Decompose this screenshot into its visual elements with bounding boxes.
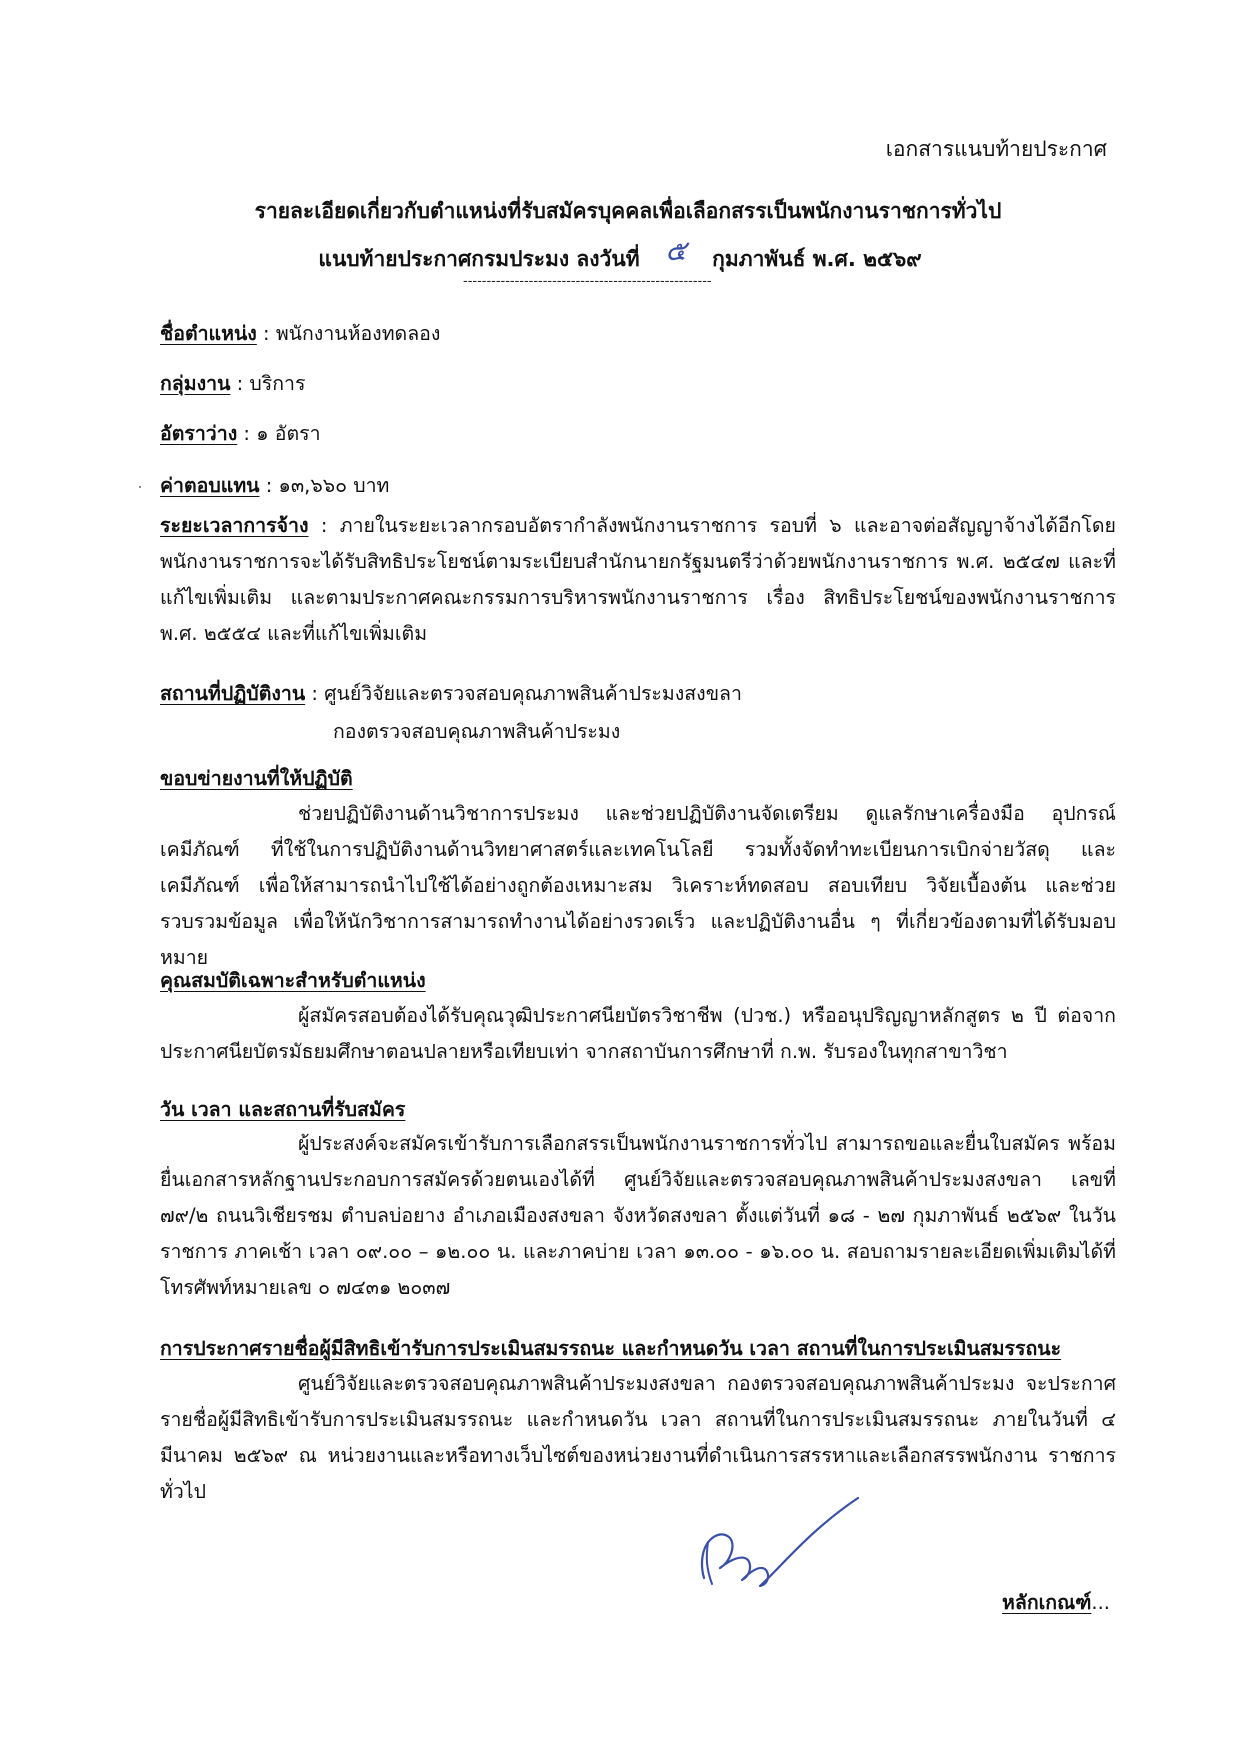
workplace-separator: : — [305, 682, 325, 705]
field-position-separator: : — [256, 322, 276, 345]
scan-mark — [139, 486, 141, 488]
employment-period-section — [160, 508, 1116, 652]
qualifications-heading: คุณสมบัติเฉพาะสำหรับตำแหน่ง — [160, 969, 426, 992]
title-date-suffix: กุมภาพันธ์ พ.ศ. ๒๕๖๙ — [712, 247, 922, 271]
field-vacancies-value: ๑ อัตรา — [256, 422, 321, 445]
field-vacancies — [160, 418, 321, 449]
field-compensation-label: ค่าตอบแทน — [160, 474, 260, 497]
employment-period-label: ระยะเวลาการจ้าง — [160, 514, 309, 537]
announcement-text: ศูนย์วิจัยและตรวจสอบคุณภาพสินค้าประมงสงขลา กองตรวจสอบคุณภาพสินค้าประมง จะประกาศ รายชื่อผู้มีสิทธิเข้ารับการประเมินสมรรถนะ และกำหนดวัน เวลา สถานที่ในการประเมินสมรรถนะ ภายในวันที่ ๔ มีนาคม ๒๕๖๙ ณ หน่วยงานและหรือทางเว็บไซต์ของหน่วยงานที่ดำเนินการสรรหาและเลือกสรรพนักงาน ราชการทั่วไป — [160, 1372, 1116, 1503]
title-divider: ----------------------------------------------------- — [463, 274, 712, 289]
field-compensation-value: ๑๓,๖๖๐ บาท — [278, 474, 390, 497]
signature-image — [690, 1480, 870, 1600]
field-position-label: ชื่อตำแหน่ง — [160, 322, 257, 345]
field-group-label: กลุ่มงาน — [160, 372, 231, 395]
field-group-value: บริการ — [249, 372, 306, 395]
continued-marker — [1002, 1587, 1110, 1618]
continued-label: หลักเกณฑ์ — [1002, 1591, 1092, 1614]
employment-period-text: ภายในระยะเวลากรอบอัตรากำลังพนักงานราชการ รอบที่ ๖ และอาจต่อสัญญาจ้างได้อีกโดยพนักงานราชการจะได้รับสิทธิประโยชน์ตามระเบียบสำนักนายกรัฐมนตรีว่าด้วยพนักงานราชการ พ.ศ. ๒๕๔๗ และที่แก้ไขเพิ่มเติม และตามประกาศคณะกรรมการบริหารพนักงานราชการ เรื่อง สิทธิประโยชน์ของพนักงานราชการ พ.ศ. ๒๕๕๔ และที่แก้ไขเพิ่มเติม — [160, 514, 1116, 645]
scope-heading: ขอบข่ายงานที่ให้ปฏิบัติ — [160, 767, 353, 790]
application-text: ผู้ประสงค์จะสมัครเข้ารับการเลือกสรรเป็นพนักงานราชการทั่วไป สามารถขอและยื่นใบสมัคร พร้อมยื่นเอกสารหลักฐานประกอบการสมัครด้วยตนเองได้ที่ ศูนย์วิจัยและตรวจสอบคุณภาพสินค้าประมงสงขลา เลขที่ ๗๙/๒ ถนนวิเชียรชม ตำบลบ่อยาง อำเภอเมืองสงขลา จังหวัดสงขลา ตั้งแต่วันที่ ๑๘ - ๒๗ กุมภาพันธ์ ๒๕๖๙ ในวันราชการ ภาคเช้า เวลา ๐๙.๐๐ – ๑๒.๐๐ น. และภาคบ่าย เวลา ๑๓.๐๐ - ๑๖.๐๐ น. สอบถามรายละเอียดเพิ่มเติมได้ที่ โทรศัพท์หมายเลข ๐ ๗๔๓๑ ๒๐๓๗ — [160, 1132, 1116, 1299]
workplace-value-line1: ศูนย์วิจัยและตรวจสอบคุณภาพสินค้าประมงสงขลา — [324, 682, 742, 705]
field-compensation — [160, 470, 389, 501]
field-group — [160, 368, 305, 399]
attachment-label: เอกสารแนบท้ายประกาศ — [885, 137, 1107, 161]
title-date-prefix: แนบท้ายประกาศกรมประมง ลงวันที่ — [318, 247, 640, 271]
field-position — [160, 318, 440, 349]
application-heading: วัน เวลา และสถานที่รับสมัคร — [160, 1098, 406, 1121]
document-title-line2 — [0, 235, 1240, 279]
field-vacancies-label: อัตราว่าง — [160, 422, 238, 445]
field-group-separator: : — [230, 372, 250, 395]
workplace-label: สถานที่ปฏิบัติงาน — [160, 682, 306, 705]
continued-ellipsis: ... — [1091, 1591, 1110, 1614]
workplace-line1 — [160, 678, 742, 709]
qualifications-text: ผู้สมัครสอบต้องได้รับคุณวุฒิประกาศนียบัตรวิชาชีพ (ปวช.) หรืออนุปริญญาหลักสูตร ๒ ปี ต่อจาก ประกาศนียบัตรมัธยมศึกษาตอนปลายหรือเทียบเท่า จากสถาบันการศึกษาที่ ก.พ. รับรองในทุกสาขาวิชา — [160, 1004, 1116, 1063]
field-vacancies-separator: : — [237, 422, 257, 445]
field-compensation-separator: : — [259, 474, 279, 497]
employment-period-separator: : — [308, 514, 340, 537]
handwritten-day: ๕ — [665, 234, 687, 267]
document-title-line1: รายละเอียดเกี่ยวกับตำแหน่งที่รับสมัครบุคคลเพื่อเลือกสรรเป็นพนักงานราชการทั่วไป — [254, 199, 1002, 223]
announcement-heading: การประกาศรายชื่อผู้มีสิทธิเข้ารับการประเมินสมรรถนะ และกำหนดวัน เวลา สถานที่ในการประเมินสมรรถนะ — [160, 1337, 1062, 1360]
scope-text: ช่วยปฏิบัติงานด้านวิชาการประมง และช่วยปฏิบัติงานจัดเตรียม ดูแลรักษาเครื่องมือ อุปกรณ์ เคมีภัณฑ์ ที่ใช้ในการปฏิบัติงานด้านวิทยาศาสตร์และเทคโนโลยี รวมทั้งจัดทำทะเบียนการเบิกจ่ายวัสดุ และเคมีภัณฑ์ เพื่อให้สามารถนำไปใช้ได้อย่างถูกต้องเหมาะสม วิเคราะห์ทดสอบ สอบเทียบ วิจัยเบื้องต้น และช่วยรวบรวมข้อมูล เพื่อให้นักวิชาการสามารถทำงานได้อย่างรวดเร็ว และปฏิบัติงานอื่น ๆ ที่เกี่ยวข้องตามที่ได้รับมอบหมาย — [160, 802, 1116, 969]
workplace-value-line2: กองตรวจสอบคุณภาพสินค้าประมง — [333, 720, 621, 743]
field-position-value: พนักงานห้องทดลอง — [275, 322, 441, 345]
